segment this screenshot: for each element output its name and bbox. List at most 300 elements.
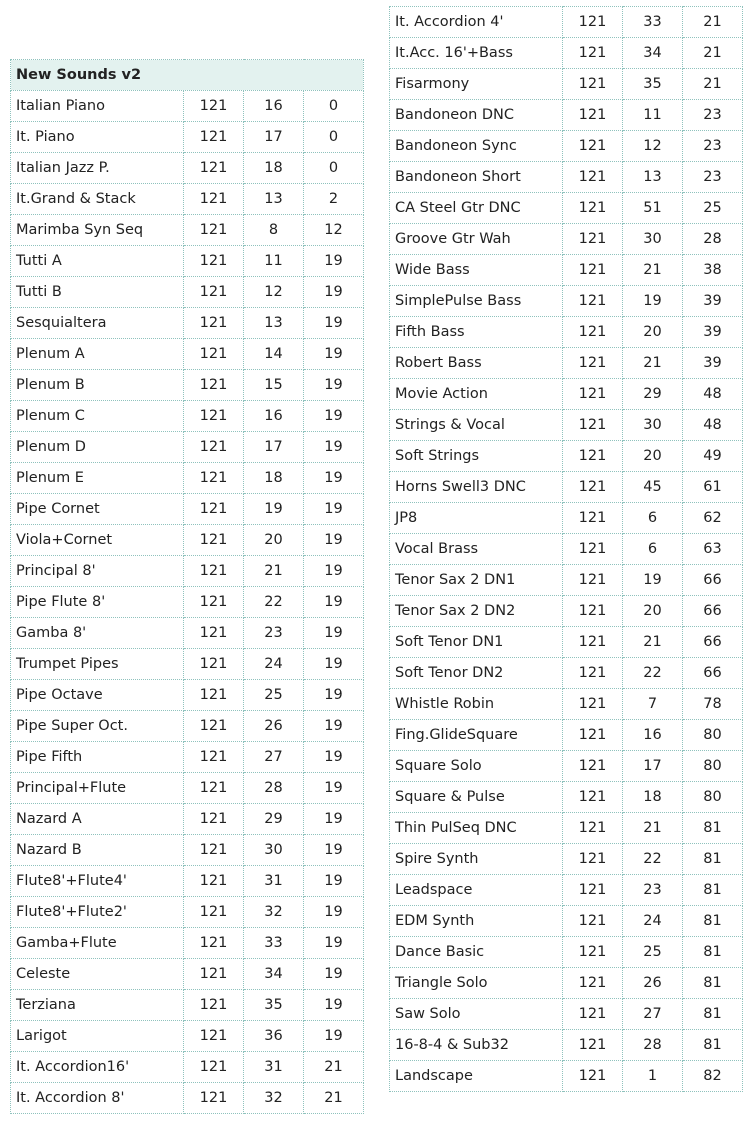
bank-msb: 121 bbox=[184, 897, 244, 928]
program-number: 66 bbox=[683, 627, 743, 658]
bank-lsb: 13 bbox=[244, 184, 304, 215]
program-number: 80 bbox=[683, 751, 743, 782]
bank-msb: 121 bbox=[563, 596, 623, 627]
bank-msb: 121 bbox=[563, 38, 623, 69]
bank-lsb: 13 bbox=[244, 308, 304, 339]
sound-name: Landscape bbox=[390, 1061, 563, 1092]
sound-name: Leadspace bbox=[390, 875, 563, 906]
bank-lsb: 16 bbox=[244, 91, 304, 122]
sound-name: Tenor Sax 2 DN2 bbox=[390, 596, 563, 627]
bank-lsb: 15 bbox=[244, 370, 304, 401]
table-row bbox=[11, 990, 364, 1021]
sound-name: Bandoneon Sync bbox=[390, 131, 563, 162]
sound-name: Vocal Brass bbox=[390, 534, 563, 565]
program-number: 81 bbox=[683, 844, 743, 875]
bank-msb: 121 bbox=[184, 494, 244, 525]
program-number: 19 bbox=[304, 680, 364, 711]
bank-msb: 121 bbox=[563, 503, 623, 534]
bank-msb: 121 bbox=[184, 866, 244, 897]
table-row bbox=[390, 596, 743, 627]
bank-lsb: 16 bbox=[623, 720, 683, 751]
program-number: 61 bbox=[683, 472, 743, 503]
table-row bbox=[11, 742, 364, 773]
table-row bbox=[390, 193, 743, 224]
bank-lsb: 33 bbox=[623, 7, 683, 38]
program-number: 39 bbox=[683, 348, 743, 379]
table-row bbox=[11, 308, 364, 339]
program-number: 19 bbox=[304, 866, 364, 897]
sound-name: Principal+Flute bbox=[11, 773, 184, 804]
program-number: 21 bbox=[304, 1052, 364, 1083]
bank-lsb: 21 bbox=[244, 556, 304, 587]
program-number: 2 bbox=[304, 184, 364, 215]
sound-name: Pipe Cornet bbox=[11, 494, 184, 525]
bank-lsb: 1 bbox=[623, 1061, 683, 1092]
sound-name: Plenum D bbox=[11, 432, 184, 463]
bank-msb: 121 bbox=[563, 379, 623, 410]
table-row bbox=[11, 897, 364, 928]
table-row bbox=[390, 255, 743, 286]
sound-name: Principal 8' bbox=[11, 556, 184, 587]
table-row bbox=[390, 782, 743, 813]
bank-lsb: 16 bbox=[244, 401, 304, 432]
program-number: 39 bbox=[683, 317, 743, 348]
bank-msb: 121 bbox=[184, 928, 244, 959]
table-row bbox=[390, 565, 743, 596]
bank-lsb: 21 bbox=[623, 255, 683, 286]
program-number: 19 bbox=[304, 587, 364, 618]
sound-name: Plenum B bbox=[11, 370, 184, 401]
program-number: 21 bbox=[683, 38, 743, 69]
sound-name: Bandoneon Short bbox=[390, 162, 563, 193]
bank-msb: 121 bbox=[184, 990, 244, 1021]
sound-name: It. Accordion16' bbox=[11, 1052, 184, 1083]
sound-name: Viola+Cornet bbox=[11, 525, 184, 556]
sound-name: Nazard B bbox=[11, 835, 184, 866]
program-number: 23 bbox=[683, 162, 743, 193]
bank-lsb: 22 bbox=[623, 844, 683, 875]
bank-lsb: 23 bbox=[244, 618, 304, 649]
table-row bbox=[390, 472, 743, 503]
table-row bbox=[390, 131, 743, 162]
program-number: 81 bbox=[683, 1030, 743, 1061]
bank-lsb: 31 bbox=[244, 1052, 304, 1083]
bank-lsb: 11 bbox=[623, 100, 683, 131]
program-number: 38 bbox=[683, 255, 743, 286]
sound-name: JP8 bbox=[390, 503, 563, 534]
bank-msb: 121 bbox=[184, 308, 244, 339]
bank-lsb: 13 bbox=[623, 162, 683, 193]
table-row bbox=[390, 224, 743, 255]
bank-msb: 121 bbox=[184, 370, 244, 401]
program-number: 19 bbox=[304, 804, 364, 835]
table-row bbox=[390, 162, 743, 193]
sound-name: Bandoneon DNC bbox=[390, 100, 563, 131]
sound-name: Soft Tenor DN1 bbox=[390, 627, 563, 658]
program-number: 19 bbox=[304, 494, 364, 525]
sound-name: Square Solo bbox=[390, 751, 563, 782]
program-number: 66 bbox=[683, 565, 743, 596]
bank-lsb: 20 bbox=[623, 441, 683, 472]
bank-lsb: 19 bbox=[623, 286, 683, 317]
table-row bbox=[11, 525, 364, 556]
table-row bbox=[390, 968, 743, 999]
sounds-table-right bbox=[389, 6, 743, 1092]
bank-msb: 121 bbox=[563, 1030, 623, 1061]
program-number: 19 bbox=[304, 649, 364, 680]
sound-name: Trumpet Pipes bbox=[11, 649, 184, 680]
sound-name: Pipe Octave bbox=[11, 680, 184, 711]
sound-name: Thin PulSeq DNC bbox=[390, 813, 563, 844]
program-number: 49 bbox=[683, 441, 743, 472]
program-number: 19 bbox=[304, 618, 364, 649]
table-row bbox=[11, 959, 364, 990]
bank-msb: 121 bbox=[184, 122, 244, 153]
bank-lsb: 20 bbox=[244, 525, 304, 556]
sound-name: Flute8'+Flute2' bbox=[11, 897, 184, 928]
table-row bbox=[11, 835, 364, 866]
bank-lsb: 24 bbox=[623, 906, 683, 937]
table-row bbox=[11, 463, 364, 494]
bank-lsb: 29 bbox=[244, 804, 304, 835]
table-row bbox=[390, 69, 743, 100]
bank-msb: 121 bbox=[184, 432, 244, 463]
table-row bbox=[11, 122, 364, 153]
program-number: 81 bbox=[683, 968, 743, 999]
table-row bbox=[390, 1030, 743, 1061]
bank-msb: 121 bbox=[184, 835, 244, 866]
bank-lsb: 51 bbox=[623, 193, 683, 224]
bank-lsb: 12 bbox=[623, 131, 683, 162]
table-row bbox=[390, 410, 743, 441]
program-number: 21 bbox=[304, 1083, 364, 1114]
bank-lsb: 32 bbox=[244, 897, 304, 928]
bank-lsb: 18 bbox=[244, 463, 304, 494]
bank-lsb: 18 bbox=[623, 782, 683, 813]
bank-msb: 121 bbox=[184, 556, 244, 587]
sound-name: It. Accordion 4' bbox=[390, 7, 563, 38]
table-row bbox=[11, 1021, 364, 1052]
program-number: 80 bbox=[683, 720, 743, 751]
bank-msb: 121 bbox=[184, 773, 244, 804]
sound-name: Italian Jazz P. bbox=[11, 153, 184, 184]
bank-lsb: 27 bbox=[623, 999, 683, 1030]
program-number: 19 bbox=[304, 835, 364, 866]
table-row bbox=[11, 215, 364, 246]
table-row bbox=[390, 534, 743, 565]
table-row bbox=[11, 277, 364, 308]
bank-lsb: 32 bbox=[244, 1083, 304, 1114]
bank-msb: 121 bbox=[563, 813, 623, 844]
bank-lsb: 36 bbox=[244, 1021, 304, 1052]
bank-lsb: 34 bbox=[623, 38, 683, 69]
program-number: 19 bbox=[304, 401, 364, 432]
bank-lsb: 34 bbox=[244, 959, 304, 990]
program-number: 21 bbox=[683, 7, 743, 38]
bank-msb: 121 bbox=[184, 804, 244, 835]
table-row bbox=[390, 751, 743, 782]
sound-name: Gamba 8' bbox=[11, 618, 184, 649]
table-row bbox=[390, 689, 743, 720]
program-number: 19 bbox=[304, 1021, 364, 1052]
sound-name: 16-8-4 & Sub32 bbox=[390, 1030, 563, 1061]
sound-name: Nazard A bbox=[11, 804, 184, 835]
table-row bbox=[11, 928, 364, 959]
program-number: 19 bbox=[304, 339, 364, 370]
bank-lsb: 18 bbox=[244, 153, 304, 184]
program-number: 19 bbox=[304, 928, 364, 959]
bank-msb: 121 bbox=[563, 751, 623, 782]
bank-msb: 121 bbox=[563, 844, 623, 875]
program-number: 19 bbox=[304, 277, 364, 308]
table-row bbox=[11, 649, 364, 680]
bank-msb: 121 bbox=[184, 680, 244, 711]
program-number: 19 bbox=[304, 525, 364, 556]
program-number: 66 bbox=[683, 658, 743, 689]
sound-name: Flute8'+Flute4' bbox=[11, 866, 184, 897]
sound-name: Strings & Vocal bbox=[390, 410, 563, 441]
program-number: 81 bbox=[683, 813, 743, 844]
bank-msb: 121 bbox=[563, 100, 623, 131]
sound-name: CA Steel Gtr DNC bbox=[390, 193, 563, 224]
bank-msb: 121 bbox=[563, 224, 623, 255]
table-title: New Sounds v2 bbox=[11, 60, 364, 91]
bank-msb: 121 bbox=[184, 153, 244, 184]
sound-name: Plenum E bbox=[11, 463, 184, 494]
program-number: 19 bbox=[304, 370, 364, 401]
bank-msb: 121 bbox=[563, 162, 623, 193]
program-number: 19 bbox=[304, 742, 364, 773]
program-number: 19 bbox=[304, 556, 364, 587]
table-row bbox=[390, 379, 743, 410]
table-row bbox=[390, 999, 743, 1030]
program-number: 0 bbox=[304, 91, 364, 122]
program-number: 28 bbox=[683, 224, 743, 255]
table-row bbox=[11, 1083, 364, 1114]
bank-lsb: 29 bbox=[623, 379, 683, 410]
sound-name: It.Grand & Stack bbox=[11, 184, 184, 215]
bank-lsb: 30 bbox=[244, 835, 304, 866]
bank-lsb: 22 bbox=[244, 587, 304, 618]
bank-msb: 121 bbox=[184, 587, 244, 618]
sound-name: Gamba+Flute bbox=[11, 928, 184, 959]
bank-msb: 121 bbox=[184, 463, 244, 494]
table-row bbox=[390, 875, 743, 906]
sound-name: Larigot bbox=[11, 1021, 184, 1052]
sound-name: Fisarmony bbox=[390, 69, 563, 100]
bank-lsb: 28 bbox=[623, 1030, 683, 1061]
table-row bbox=[11, 680, 364, 711]
table-row bbox=[11, 804, 364, 835]
bank-lsb: 17 bbox=[244, 432, 304, 463]
table-row bbox=[390, 658, 743, 689]
bank-msb: 121 bbox=[184, 91, 244, 122]
bank-lsb: 19 bbox=[244, 494, 304, 525]
sound-name: Tutti B bbox=[11, 277, 184, 308]
bank-msb: 121 bbox=[563, 193, 623, 224]
sound-name: It. Accordion 8' bbox=[11, 1083, 184, 1114]
bank-msb: 121 bbox=[563, 131, 623, 162]
table-row bbox=[390, 286, 743, 317]
bank-lsb: 45 bbox=[623, 472, 683, 503]
program-number: 19 bbox=[304, 773, 364, 804]
program-number: 81 bbox=[683, 999, 743, 1030]
program-number: 19 bbox=[304, 990, 364, 1021]
sound-name: Marimba Syn Seq bbox=[11, 215, 184, 246]
program-number: 19 bbox=[304, 246, 364, 277]
bank-lsb: 14 bbox=[244, 339, 304, 370]
bank-msb: 121 bbox=[563, 286, 623, 317]
bank-msb: 121 bbox=[184, 339, 244, 370]
sound-name: It. Piano bbox=[11, 122, 184, 153]
bank-lsb: 26 bbox=[623, 968, 683, 999]
bank-msb: 121 bbox=[563, 410, 623, 441]
bank-msb: 121 bbox=[184, 1052, 244, 1083]
sound-name: It.Acc. 16'+Bass bbox=[390, 38, 563, 69]
table-row bbox=[11, 339, 364, 370]
sound-name: Pipe Super Oct. bbox=[11, 711, 184, 742]
sound-name: Pipe Fifth bbox=[11, 742, 184, 773]
bank-lsb: 21 bbox=[623, 813, 683, 844]
table-row bbox=[11, 587, 364, 618]
program-number: 81 bbox=[683, 875, 743, 906]
sound-name: Spire Synth bbox=[390, 844, 563, 875]
program-number: 78 bbox=[683, 689, 743, 720]
bank-msb: 121 bbox=[184, 401, 244, 432]
table-row bbox=[11, 432, 364, 463]
bank-lsb: 19 bbox=[623, 565, 683, 596]
program-number: 39 bbox=[683, 286, 743, 317]
bank-msb: 121 bbox=[184, 649, 244, 680]
bank-lsb: 21 bbox=[623, 627, 683, 658]
bank-msb: 121 bbox=[184, 1083, 244, 1114]
program-number: 23 bbox=[683, 100, 743, 131]
bank-msb: 121 bbox=[184, 742, 244, 773]
bank-lsb: 20 bbox=[623, 317, 683, 348]
bank-lsb: 31 bbox=[244, 866, 304, 897]
table-row bbox=[11, 618, 364, 649]
bank-msb: 121 bbox=[563, 689, 623, 720]
bank-lsb: 26 bbox=[244, 711, 304, 742]
bank-lsb: 27 bbox=[244, 742, 304, 773]
bank-msb: 121 bbox=[184, 1021, 244, 1052]
bank-msb: 121 bbox=[563, 69, 623, 100]
bank-lsb: 6 bbox=[623, 534, 683, 565]
sound-name: Movie Action bbox=[390, 379, 563, 410]
bank-lsb: 24 bbox=[244, 649, 304, 680]
bank-msb: 121 bbox=[563, 441, 623, 472]
sound-name: Soft Tenor DN2 bbox=[390, 658, 563, 689]
bank-lsb: 21 bbox=[623, 348, 683, 379]
bank-msb: 121 bbox=[563, 968, 623, 999]
sound-name: Saw Solo bbox=[390, 999, 563, 1030]
sound-name: Whistle Robin bbox=[390, 689, 563, 720]
table-row bbox=[390, 317, 743, 348]
table-row bbox=[11, 494, 364, 525]
sound-name: Triangle Solo bbox=[390, 968, 563, 999]
table-row bbox=[390, 937, 743, 968]
program-number: 62 bbox=[683, 503, 743, 534]
program-number: 0 bbox=[304, 122, 364, 153]
table-row bbox=[11, 556, 364, 587]
bank-msb: 121 bbox=[563, 875, 623, 906]
sound-name: Wide Bass bbox=[390, 255, 563, 286]
bank-msb: 121 bbox=[563, 720, 623, 751]
bank-msb: 121 bbox=[563, 627, 623, 658]
bank-msb: 121 bbox=[563, 317, 623, 348]
table-row bbox=[390, 627, 743, 658]
sound-name: SimplePulse Bass bbox=[390, 286, 563, 317]
sound-name: Dance Basic bbox=[390, 937, 563, 968]
bank-lsb: 25 bbox=[244, 680, 304, 711]
bank-msb: 121 bbox=[563, 999, 623, 1030]
bank-lsb: 25 bbox=[623, 937, 683, 968]
bank-msb: 121 bbox=[184, 215, 244, 246]
sound-name: Horns Swell3 DNC bbox=[390, 472, 563, 503]
sound-name: Pipe Flute 8' bbox=[11, 587, 184, 618]
table-row bbox=[11, 773, 364, 804]
table-row bbox=[11, 153, 364, 184]
bank-lsb: 8 bbox=[244, 215, 304, 246]
program-number: 66 bbox=[683, 596, 743, 627]
sound-name: Square & Pulse bbox=[390, 782, 563, 813]
bank-msb: 121 bbox=[563, 534, 623, 565]
bank-lsb: 11 bbox=[244, 246, 304, 277]
program-number: 19 bbox=[304, 959, 364, 990]
sound-name: Groove Gtr Wah bbox=[390, 224, 563, 255]
bank-msb: 121 bbox=[563, 658, 623, 689]
bank-lsb: 35 bbox=[244, 990, 304, 1021]
sound-name: Sesquialtera bbox=[11, 308, 184, 339]
bank-lsb: 30 bbox=[623, 224, 683, 255]
sound-name: Fing.GlideSquare bbox=[390, 720, 563, 751]
bank-lsb: 17 bbox=[623, 751, 683, 782]
bank-lsb: 20 bbox=[623, 596, 683, 627]
table-row bbox=[11, 866, 364, 897]
bank-msb: 121 bbox=[184, 246, 244, 277]
sound-name: Plenum A bbox=[11, 339, 184, 370]
bank-lsb: 6 bbox=[623, 503, 683, 534]
bank-msb: 121 bbox=[563, 1061, 623, 1092]
bank-msb: 121 bbox=[563, 937, 623, 968]
program-number: 19 bbox=[304, 463, 364, 494]
sound-name: Tenor Sax 2 DN1 bbox=[390, 565, 563, 596]
sound-name: Tutti A bbox=[11, 246, 184, 277]
bank-msb: 121 bbox=[563, 348, 623, 379]
bank-lsb: 28 bbox=[244, 773, 304, 804]
table-row bbox=[11, 184, 364, 215]
bank-lsb: 17 bbox=[244, 122, 304, 153]
bank-lsb: 12 bbox=[244, 277, 304, 308]
bank-msb: 121 bbox=[563, 565, 623, 596]
table-row bbox=[11, 91, 364, 122]
table-row bbox=[11, 711, 364, 742]
sound-name: Italian Piano bbox=[11, 91, 184, 122]
program-number: 19 bbox=[304, 897, 364, 928]
bank-msb: 121 bbox=[563, 472, 623, 503]
sound-name: Fifth Bass bbox=[390, 317, 563, 348]
program-number: 12 bbox=[304, 215, 364, 246]
bank-lsb: 30 bbox=[623, 410, 683, 441]
bank-msb: 121 bbox=[184, 525, 244, 556]
bank-msb: 121 bbox=[184, 711, 244, 742]
table-row bbox=[390, 906, 743, 937]
bank-msb: 121 bbox=[563, 255, 623, 286]
table-row bbox=[390, 7, 743, 38]
sound-name: Celeste bbox=[11, 959, 184, 990]
table-row bbox=[11, 1052, 364, 1083]
program-number: 23 bbox=[683, 131, 743, 162]
